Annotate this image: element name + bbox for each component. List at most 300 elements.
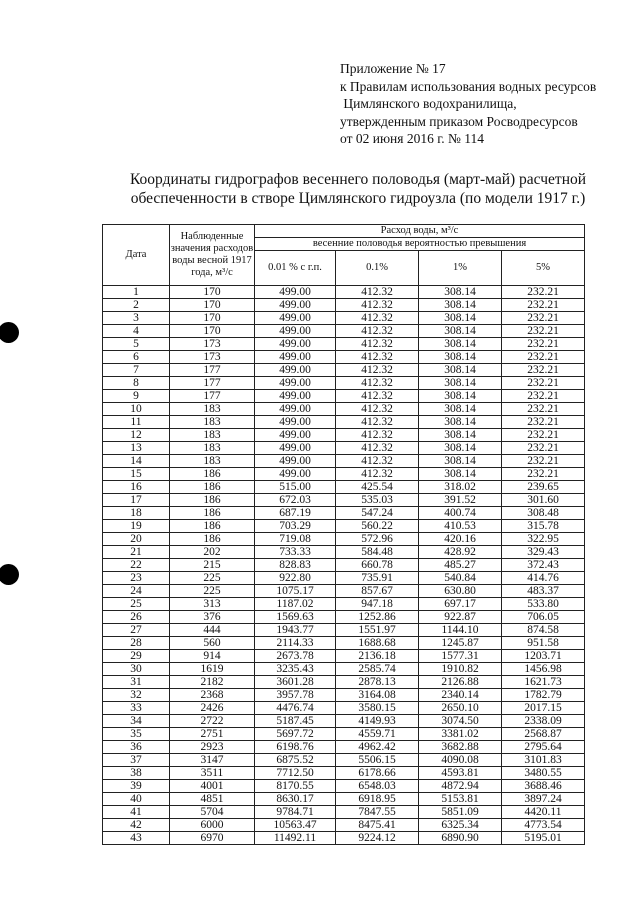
cell-p1: 420.16 <box>419 533 502 546</box>
cell-p5: 329.43 <box>502 546 585 559</box>
cell-p1: 485.27 <box>419 559 502 572</box>
cell-p01: 2585.74 <box>336 663 419 676</box>
cell-p001: 828.83 <box>255 559 336 572</box>
cell-p01: 412.32 <box>336 338 419 351</box>
cell-p1: 3381.02 <box>419 728 502 741</box>
cell-p1: 391.52 <box>419 494 502 507</box>
cell-date: 3 <box>103 312 170 325</box>
cell-p1: 308.14 <box>419 312 502 325</box>
cell-p5: 1203.71 <box>502 650 585 663</box>
cell-p01: 412.32 <box>336 416 419 429</box>
cell-p5: 3688.46 <box>502 780 585 793</box>
cell-p5: 232.21 <box>502 325 585 338</box>
cell-date: 28 <box>103 637 170 650</box>
cell-p001: 7712.50 <box>255 767 336 780</box>
cell-p01: 4149.93 <box>336 715 419 728</box>
cell-observed: 170 <box>170 325 255 338</box>
cell-p1: 308.14 <box>419 377 502 390</box>
cell-observed: 177 <box>170 390 255 403</box>
cell-p01: 1252.86 <box>336 611 419 624</box>
table-row <box>103 286 585 299</box>
cell-date: 24 <box>103 585 170 598</box>
cell-p001: 4476.74 <box>255 702 336 715</box>
cell-p001: 499.00 <box>255 416 336 429</box>
cell-p01: 412.32 <box>336 312 419 325</box>
header-flood: весенние половодья вероятностью превышения <box>255 238 585 251</box>
cell-observed: 170 <box>170 312 255 325</box>
title-line: Координаты гидрографов весеннего половодья (март-май) расчетной <box>129 171 587 188</box>
table-row <box>103 429 585 442</box>
cell-observed: 170 <box>170 286 255 299</box>
cell-p1: 5153.81 <box>419 793 502 806</box>
cell-p1: 428.92 <box>419 546 502 559</box>
cell-p1: 308.14 <box>419 338 502 351</box>
cell-p5: 239.65 <box>502 481 585 494</box>
table-row <box>103 299 585 312</box>
cell-p001: 3957.78 <box>255 689 336 702</box>
cell-p01: 3580.15 <box>336 702 419 715</box>
table-row <box>103 637 585 650</box>
cell-p5: 1621.73 <box>502 676 585 689</box>
cell-date: 15 <box>103 468 170 481</box>
cell-date: 42 <box>103 819 170 832</box>
cell-p001: 499.00 <box>255 325 336 338</box>
cell-p1: 318.02 <box>419 481 502 494</box>
cell-p1: 410.53 <box>419 520 502 533</box>
cell-p1: 308.14 <box>419 351 502 364</box>
cell-observed: 183 <box>170 403 255 416</box>
cell-p5: 2568.87 <box>502 728 585 741</box>
cell-p1: 1577.31 <box>419 650 502 663</box>
cell-p5: 301.60 <box>502 494 585 507</box>
header-date: Дата <box>103 225 170 286</box>
cell-p001: 1943.77 <box>255 624 336 637</box>
cell-p5: 232.21 <box>502 442 585 455</box>
cell-p01: 412.32 <box>336 377 419 390</box>
table-row <box>103 559 585 572</box>
cell-observed: 183 <box>170 429 255 442</box>
cell-p5: 315.78 <box>502 520 585 533</box>
cell-observed: 177 <box>170 364 255 377</box>
table-row <box>103 806 585 819</box>
table-body <box>103 286 585 845</box>
cell-p1: 697.17 <box>419 598 502 611</box>
cell-p001: 672.03 <box>255 494 336 507</box>
cell-p1: 6325.34 <box>419 819 502 832</box>
table-row <box>103 312 585 325</box>
cell-date: 13 <box>103 442 170 455</box>
cell-p01: 2878.13 <box>336 676 419 689</box>
cell-p1: 3682.88 <box>419 741 502 754</box>
cell-p01: 412.32 <box>336 429 419 442</box>
cell-p001: 499.00 <box>255 403 336 416</box>
cell-date: 4 <box>103 325 170 338</box>
cell-p01: 9224.12 <box>336 832 419 845</box>
table-row <box>103 663 585 676</box>
cell-p001: 10563.47 <box>255 819 336 832</box>
cell-p001: 733.33 <box>255 546 336 559</box>
table-row <box>103 377 585 390</box>
cell-p01: 5506.15 <box>336 754 419 767</box>
cell-p01: 947.18 <box>336 598 419 611</box>
cell-p01: 3164.08 <box>336 689 419 702</box>
cell-p01: 412.32 <box>336 403 419 416</box>
cell-p5: 706.05 <box>502 611 585 624</box>
cell-p1: 308.14 <box>419 325 502 338</box>
appendix-note <box>340 60 596 148</box>
cell-date: 6 <box>103 351 170 364</box>
table-row <box>103 689 585 702</box>
cell-date: 26 <box>103 611 170 624</box>
cell-p001: 5187.45 <box>255 715 336 728</box>
table-row <box>103 832 585 845</box>
cell-p5: 232.21 <box>502 403 585 416</box>
cell-p001: 499.00 <box>255 429 336 442</box>
cell-p1: 4593.81 <box>419 767 502 780</box>
table-row <box>103 728 585 741</box>
table-row <box>103 624 585 637</box>
cell-observed: 183 <box>170 455 255 468</box>
cell-observed: 173 <box>170 338 255 351</box>
cell-date: 29 <box>103 650 170 663</box>
cell-date: 16 <box>103 481 170 494</box>
cell-date: 5 <box>103 338 170 351</box>
cell-p01: 412.32 <box>336 325 419 338</box>
cell-p001: 499.00 <box>255 286 336 299</box>
cell-observed: 186 <box>170 481 255 494</box>
cell-observed: 3511 <box>170 767 255 780</box>
cell-p5: 3101.83 <box>502 754 585 767</box>
appendix-line: Цимлянского водохранилища, <box>340 96 517 111</box>
table-row <box>103 455 585 468</box>
cell-p1: 308.14 <box>419 455 502 468</box>
cell-observed: 560 <box>170 637 255 650</box>
cell-p5: 951.58 <box>502 637 585 650</box>
header-flow: Расход воды, м³/с <box>255 225 585 238</box>
cell-p001: 2114.33 <box>255 637 336 650</box>
cell-observed: 183 <box>170 442 255 455</box>
cell-observed: 2182 <box>170 676 255 689</box>
cell-p01: 6178.66 <box>336 767 419 780</box>
cell-p01: 584.48 <box>336 546 419 559</box>
cell-p001: 6198.76 <box>255 741 336 754</box>
header-observed: Наблюденные значения расходов воды весной 1917 года, м³/с <box>170 225 255 286</box>
cell-p5: 533.80 <box>502 598 585 611</box>
cell-date: 12 <box>103 429 170 442</box>
cell-p01: 425.54 <box>336 481 419 494</box>
cell-date: 40 <box>103 793 170 806</box>
cell-p5: 874.58 <box>502 624 585 637</box>
cell-observed: 225 <box>170 585 255 598</box>
table-row <box>103 468 585 481</box>
cell-p001: 499.00 <box>255 364 336 377</box>
cell-p01: 8475.41 <box>336 819 419 832</box>
cell-date: 9 <box>103 390 170 403</box>
cell-date: 2 <box>103 299 170 312</box>
cell-p01: 560.22 <box>336 520 419 533</box>
cell-p01: 547.24 <box>336 507 419 520</box>
cell-p5: 414.76 <box>502 572 585 585</box>
cell-date: 17 <box>103 494 170 507</box>
table-row <box>103 793 585 806</box>
cell-p01: 412.32 <box>336 299 419 312</box>
punch-hole <box>0 564 19 585</box>
cell-date: 38 <box>103 767 170 780</box>
cell-date: 32 <box>103 689 170 702</box>
table-row <box>103 598 585 611</box>
cell-p01: 572.96 <box>336 533 419 546</box>
cell-observed: 2751 <box>170 728 255 741</box>
cell-p01: 6548.03 <box>336 780 419 793</box>
table-row <box>103 520 585 533</box>
cell-date: 37 <box>103 754 170 767</box>
cell-date: 27 <box>103 624 170 637</box>
cell-p001: 703.29 <box>255 520 336 533</box>
cell-observed: 2722 <box>170 715 255 728</box>
cell-p001: 687.19 <box>255 507 336 520</box>
cell-observed: 183 <box>170 416 255 429</box>
cell-date: 8 <box>103 377 170 390</box>
cell-p1: 2126.88 <box>419 676 502 689</box>
cell-p1: 2340.14 <box>419 689 502 702</box>
cell-observed: 4001 <box>170 780 255 793</box>
cell-p1: 308.14 <box>419 299 502 312</box>
cell-p001: 5697.72 <box>255 728 336 741</box>
table-row <box>103 403 585 416</box>
cell-p5: 232.21 <box>502 455 585 468</box>
cell-p01: 412.32 <box>336 390 419 403</box>
cell-p1: 308.14 <box>419 468 502 481</box>
cell-p001: 3601.28 <box>255 676 336 689</box>
table-row <box>103 351 585 364</box>
table-row <box>103 390 585 403</box>
cell-observed: 202 <box>170 546 255 559</box>
cell-p1: 5851.09 <box>419 806 502 819</box>
cell-observed: 444 <box>170 624 255 637</box>
table-row <box>103 611 585 624</box>
cell-p001: 499.00 <box>255 390 336 403</box>
cell-p1: 2650.10 <box>419 702 502 715</box>
cell-observed: 1619 <box>170 663 255 676</box>
cell-observed: 186 <box>170 533 255 546</box>
cell-p001: 515.00 <box>255 481 336 494</box>
cell-date: 36 <box>103 741 170 754</box>
cell-date: 1 <box>103 286 170 299</box>
cell-p01: 412.32 <box>336 455 419 468</box>
cell-date: 39 <box>103 780 170 793</box>
document-title <box>118 170 598 208</box>
cell-p1: 1245.87 <box>419 637 502 650</box>
punch-hole <box>0 322 19 343</box>
cell-p01: 660.78 <box>336 559 419 572</box>
cell-date: 23 <box>103 572 170 585</box>
cell-p01: 7847.55 <box>336 806 419 819</box>
cell-p1: 308.14 <box>419 416 502 429</box>
table-row <box>103 585 585 598</box>
cell-observed: 215 <box>170 559 255 572</box>
table-row <box>103 481 585 494</box>
cell-p5: 3480.55 <box>502 767 585 780</box>
cell-p5: 232.21 <box>502 416 585 429</box>
cell-p5: 2017.15 <box>502 702 585 715</box>
title-line: обеспеченности в створе Цимлянского гидроузла (по модели 1917 г.) <box>130 190 586 207</box>
cell-p001: 499.00 <box>255 299 336 312</box>
cell-p5: 232.21 <box>502 377 585 390</box>
table-row <box>103 416 585 429</box>
table-row <box>103 767 585 780</box>
cell-p5: 232.21 <box>502 429 585 442</box>
cell-p01: 1551.97 <box>336 624 419 637</box>
cell-observed: 186 <box>170 520 255 533</box>
cell-p5: 1782.79 <box>502 689 585 702</box>
cell-p001: 9784.71 <box>255 806 336 819</box>
cell-observed: 3147 <box>170 754 255 767</box>
cell-p1: 3074.50 <box>419 715 502 728</box>
cell-p001: 499.00 <box>255 468 336 481</box>
cell-p5: 2795.64 <box>502 741 585 754</box>
cell-p5: 308.48 <box>502 507 585 520</box>
cell-p5: 232.21 <box>502 312 585 325</box>
appendix-line: Приложение № 17 <box>340 61 446 76</box>
cell-date: 34 <box>103 715 170 728</box>
cell-observed: 186 <box>170 507 255 520</box>
cell-observed: 376 <box>170 611 255 624</box>
cell-p01: 735.91 <box>336 572 419 585</box>
cell-p5: 232.21 <box>502 351 585 364</box>
cell-date: 20 <box>103 533 170 546</box>
table-row <box>103 715 585 728</box>
cell-p01: 2136.18 <box>336 650 419 663</box>
table-row <box>103 572 585 585</box>
cell-p01: 6918.95 <box>336 793 419 806</box>
cell-p001: 922.80 <box>255 572 336 585</box>
cell-p1: 308.14 <box>419 429 502 442</box>
appendix-line: к Правилам использования водных ресурсов <box>340 78 597 94</box>
cell-observed: 5704 <box>170 806 255 819</box>
table-row <box>103 702 585 715</box>
cell-date: 22 <box>103 559 170 572</box>
cell-date: 11 <box>103 416 170 429</box>
cell-p5: 232.21 <box>502 299 585 312</box>
cell-observed: 4851 <box>170 793 255 806</box>
cell-observed: 2426 <box>170 702 255 715</box>
header-p001: 0.01 % с г.п. <box>255 251 336 286</box>
cell-p5: 1456.98 <box>502 663 585 676</box>
cell-p5: 483.37 <box>502 585 585 598</box>
cell-p01: 412.32 <box>336 364 419 377</box>
cell-p001: 499.00 <box>255 455 336 468</box>
cell-p5: 2338.09 <box>502 715 585 728</box>
cell-observed: 2923 <box>170 741 255 754</box>
cell-p01: 4559.71 <box>336 728 419 741</box>
cell-p01: 857.67 <box>336 585 419 598</box>
header-p5: 5% <box>502 251 585 286</box>
cell-p001: 3235.43 <box>255 663 336 676</box>
cell-observed: 186 <box>170 468 255 481</box>
table-row <box>103 442 585 455</box>
cell-p01: 412.32 <box>336 351 419 364</box>
cell-p001: 6875.52 <box>255 754 336 767</box>
cell-p001: 8630.17 <box>255 793 336 806</box>
cell-p001: 1187.02 <box>255 598 336 611</box>
cell-date: 14 <box>103 455 170 468</box>
cell-date: 25 <box>103 598 170 611</box>
cell-p5: 232.21 <box>502 390 585 403</box>
header-p01: 0.1% <box>336 251 419 286</box>
cell-date: 19 <box>103 520 170 533</box>
cell-p5: 232.21 <box>502 468 585 481</box>
table-row <box>103 364 585 377</box>
cell-p1: 308.14 <box>419 403 502 416</box>
cell-observed: 914 <box>170 650 255 663</box>
cell-date: 41 <box>103 806 170 819</box>
cell-observed: 170 <box>170 299 255 312</box>
cell-p001: 2673.78 <box>255 650 336 663</box>
cell-p5: 232.21 <box>502 286 585 299</box>
cell-p1: 308.14 <box>419 442 502 455</box>
table-row <box>103 754 585 767</box>
header-p1: 1% <box>419 251 502 286</box>
cell-p5: 3897.24 <box>502 793 585 806</box>
cell-observed: 173 <box>170 351 255 364</box>
cell-p1: 308.14 <box>419 286 502 299</box>
cell-p1: 400.74 <box>419 507 502 520</box>
cell-p001: 499.00 <box>255 338 336 351</box>
table-row <box>103 819 585 832</box>
table-row <box>103 676 585 689</box>
cell-date: 10 <box>103 403 170 416</box>
cell-date: 31 <box>103 676 170 689</box>
cell-p1: 540.84 <box>419 572 502 585</box>
table-row <box>103 741 585 754</box>
appendix-line: от 02 июня 2016 г. № 114 <box>340 131 484 146</box>
table-row <box>103 325 585 338</box>
cell-observed: 186 <box>170 494 255 507</box>
cell-p001: 1075.17 <box>255 585 336 598</box>
cell-p01: 4962.42 <box>336 741 419 754</box>
table-row <box>103 507 585 520</box>
cell-p1: 4872.94 <box>419 780 502 793</box>
table-row <box>103 338 585 351</box>
cell-p1: 308.14 <box>419 390 502 403</box>
table-row <box>103 533 585 546</box>
cell-p001: 1569.63 <box>255 611 336 624</box>
cell-p001: 11492.11 <box>255 832 336 845</box>
cell-observed: 225 <box>170 572 255 585</box>
cell-observed: 177 <box>170 377 255 390</box>
cell-p5: 4420.11 <box>502 806 585 819</box>
cell-p5: 322.95 <box>502 533 585 546</box>
cell-p1: 1910.82 <box>419 663 502 676</box>
cell-p1: 1144.10 <box>419 624 502 637</box>
cell-p5: 5195.01 <box>502 832 585 845</box>
cell-date: 18 <box>103 507 170 520</box>
cell-observed: 6000 <box>170 819 255 832</box>
hydrograph-table <box>102 224 585 845</box>
cell-date: 35 <box>103 728 170 741</box>
cell-p1: 308.14 <box>419 364 502 377</box>
cell-p001: 499.00 <box>255 312 336 325</box>
appendix-line: утвержденным приказом Росводресурсов <box>340 113 578 129</box>
cell-p01: 412.32 <box>336 286 419 299</box>
cell-date: 21 <box>103 546 170 559</box>
cell-p1: 922.87 <box>419 611 502 624</box>
cell-date: 33 <box>103 702 170 715</box>
cell-date: 7 <box>103 364 170 377</box>
cell-p5: 232.21 <box>502 364 585 377</box>
cell-p001: 8170.55 <box>255 780 336 793</box>
table-row <box>103 546 585 559</box>
